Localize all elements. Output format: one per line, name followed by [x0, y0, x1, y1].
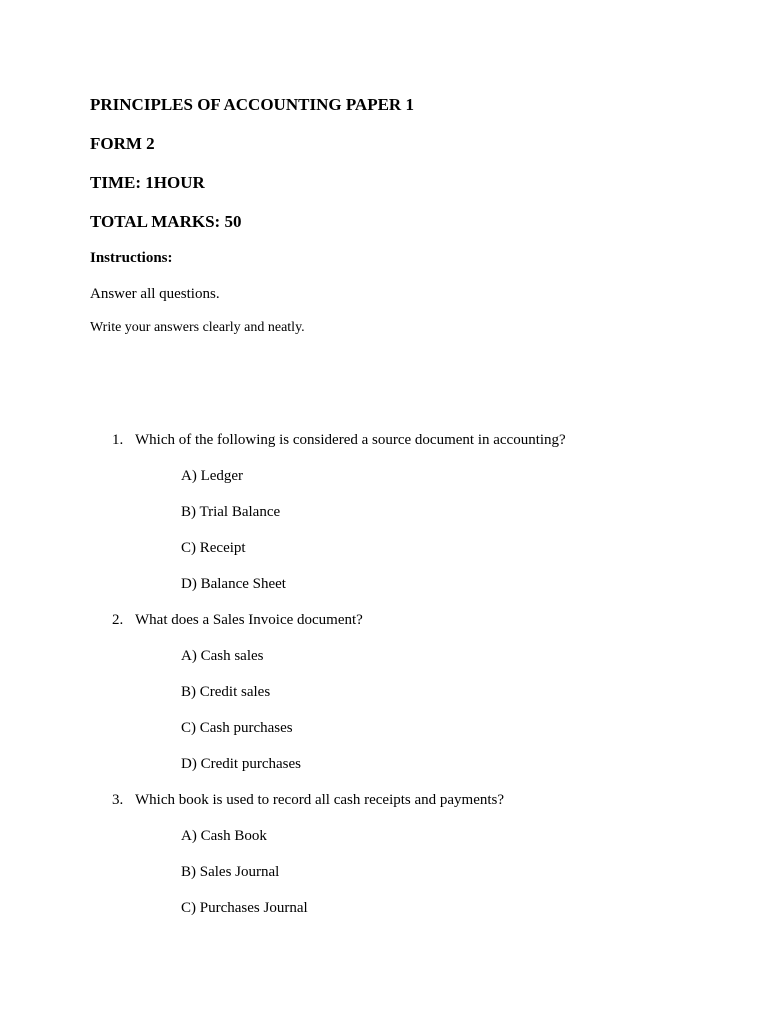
answer-option: A) Cash sales — [181, 648, 264, 664]
question-text: Which of the following is considered a source document in accounting? — [135, 432, 566, 448]
exam-time: TIME: 1HOUR — [90, 173, 205, 192]
instructions-heading: Instructions: — [90, 250, 173, 266]
question-number: 2. — [112, 612, 124, 628]
answer-option: A) Cash Book — [181, 828, 267, 844]
answer-option: B) Trial Balance — [181, 504, 281, 520]
answer-option: B) Sales Journal — [181, 864, 280, 880]
answer-option: D) Credit purchases — [181, 756, 301, 772]
answer-option: B) Credit sales — [181, 684, 271, 700]
answer-option: C) Receipt — [181, 540, 246, 556]
paper-title: PRINCIPLES OF ACCOUNTING PAPER 1 — [90, 95, 414, 114]
answer-option: D) Balance Sheet — [181, 576, 286, 592]
instruction-line: Answer all questions. — [90, 286, 220, 302]
answer-option: C) Purchases Journal — [181, 900, 308, 916]
question-text: What does a Sales Invoice document? — [135, 612, 363, 628]
question-text: Which book is used to record all cash receipts and payments? — [135, 792, 505, 808]
question-number: 1. — [112, 432, 124, 448]
form-level: FORM 2 — [90, 134, 155, 153]
answer-option: A) Ledger — [181, 468, 244, 484]
instruction-line: Write your answers clearly and neatly. — [90, 320, 305, 335]
answer-option: C) Cash purchases — [181, 720, 293, 736]
total-marks: TOTAL MARKS: 50 — [90, 212, 242, 231]
question-number: 3. — [112, 792, 124, 808]
